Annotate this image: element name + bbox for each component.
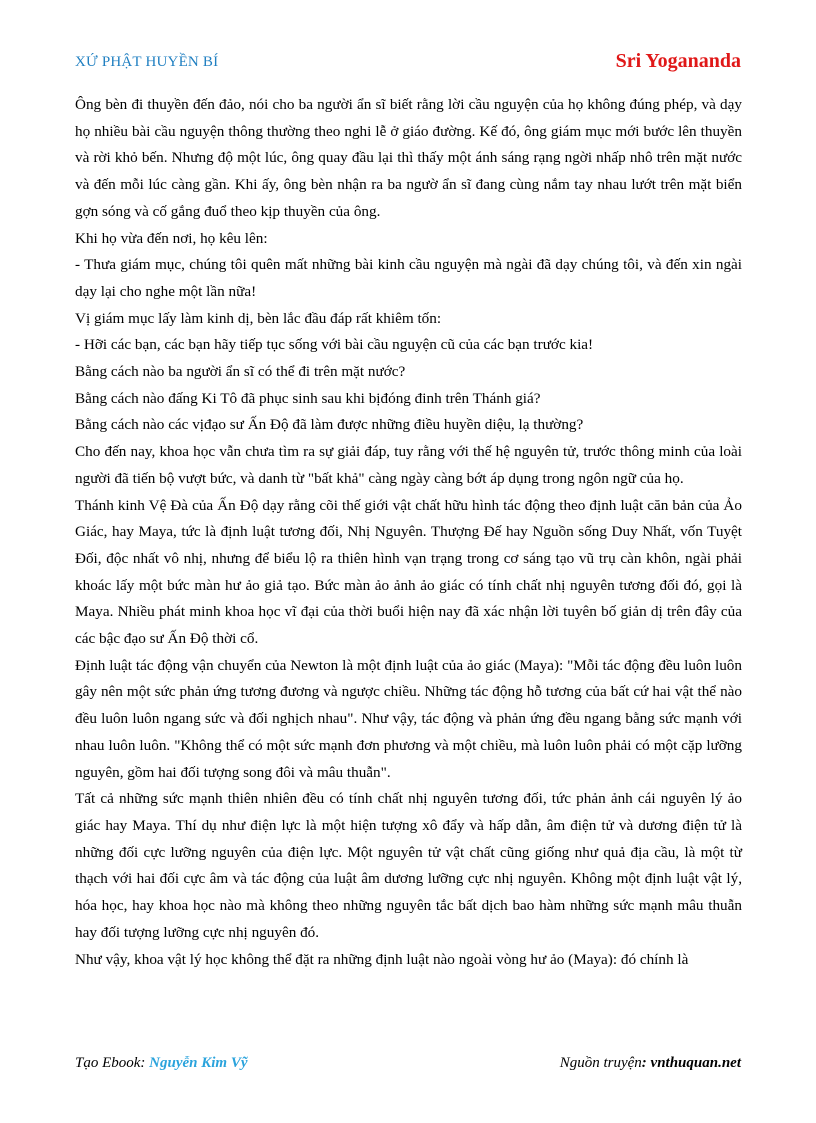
source-site: vnthuquan.net: [650, 1055, 741, 1071]
ebook-label: Tạo Ebook: [75, 1055, 141, 1071]
paragraph: - Thưa giám mục, chúng tôi quên mất những bài kinh cầu nguyện mà ngài đã dạy chúng tôi, và đến xin ngài dạy lại cho nghe một lần nữa!: [75, 256, 742, 300]
ebook-credit: [75, 1055, 248, 1072]
paragraph: Ông bèn đi thuyền đến đảo, nói cho ba người ẩn sĩ biết rằng lời cầu nguyện của họ không đúng phép, và dạy họ nhiều bài cầu nguyện thông thường theo nghi lễ ở giáo đường. Kế đó, ông giám mục mới bước lên thuyền và rời khỏ bến. Nhưng độ một lúc, ông quay đầu lại thì thấy một ánh sáng rạng ngời nhấp nhô trên mặt nước và đến mỗi lúc càng gần. Khi ấy, ông bèn nhận ra ba ngườ ẩn sĩ đang cùng nắm tay nhau lướt trên mặt biển gợn sóng và cố gắng đuổ theo kịp thuyền của ông.: [75, 96, 742, 220]
paragraph: Bằng cách nào các vịđạo sư Ấn Độ đã làm được những điều huyền diệu, lạ thường?: [75, 416, 584, 434]
paragraph: Vị giám mục lấy làm kinh dị, bèn lắc đầu đáp rất khiêm tốn:: [75, 309, 442, 327]
source-label: Nguồn truyện: [559, 1055, 642, 1071]
page-content: [75, 92, 742, 973]
page-header: [75, 50, 741, 78]
paragraph: - Hỡi các bạn, các bạn hãy tiếp tục sống với bài cầu nguyện cũ của các bạn trước kia!: [75, 336, 594, 354]
author-name: Sri Yogananda: [615, 50, 741, 72]
paragraph: Thánh kinh Vệ Đà của Ấn Độ dạy rằng cõi thế giới vật chất hữu hình tác động theo định luật căn bản của Ảo Giác, hay Maya, tức là định luật tương đối, Nhị Nguyên. Thượng Đế hay Nguồn sống Duy Nhất, vốn Tuyệt Đối, độc nhất vô nhị, nhưng để biểu lộ ra thiên hình vạn trạng trong cơ sáng tạo vũ trụ càn khôn, ngài phải khoác lấy một bức màn hư ảo giả tạo. Bức màn ảo ảnh ảo giác có tính chất nhị nguyên tương đối đó, gọi là Maya. Nhiều phát minh khoa học vĩ đại của thời buổi hiện nay đã xác nhận lời tuyên bố giản dị trên đây của các bậc đạo sư Ấn Độ thời cổ.: [75, 496, 742, 648]
source-separator: :: [641, 1055, 651, 1071]
paragraph: Như vậy, khoa vật lý học không thể đặt ra những định luật nào ngoài vòng hư ảo (Maya): đó chính là: [75, 950, 689, 968]
paragraph: Tất cả những sức mạnh thiên nhiên đều có tính chất nhị nguyên tương đối, tức phản ảnh cái nguyên lý ảo giác hay Maya. Thí dụ như điện lực là một hiện tượng xô đẩy và hấp dẫn, âm điện tử và dương điện tử là những đối cực lưỡng nguyên của điện lực. Một nguyên tử vật chất cũng giống như quả địa cầu, là một từ thạch với hai đối cực âm và tác động của luật âm dương lưỡng cực nhị nguyên. Không một định luật vật lý, hóa học, hay khoa học nào mà không theo những nguyên tắc bất dịch bao hàm những sức mạnh mâu thuẫn hay đối tượng lưỡng cực nhị nguyên đó.: [75, 790, 742, 941]
book-title: XỨ PHẬT HUYỀN BÍ: [75, 54, 219, 70]
paragraph: Cho đến nay, khoa học vẫn chưa tìm ra sự giải đáp, tuy rằng với thế hệ nguyên tử, trước thông minh của loài người đã tiến bộ vượt bức, và danh từ "bất khả" càng ngày càng bớt áp dụng trong ngôn ngữ của họ.: [75, 443, 742, 487]
ebook-separator: :: [140, 1055, 150, 1071]
source-credit: [560, 1055, 741, 1072]
ebook-author: Nguyễn Kim Vỹ: [149, 1055, 248, 1071]
paragraph: Bằng cách nào ba người ẩn sĩ có thể đi trên mặt nước?: [75, 363, 406, 381]
paragraph: Định luật tác động vận chuyển của Newton là một định luật của ảo giác (Maya): "Mỗi tác động đều luôn luôn gây nên một sức phản ứng tương đương và ngược chiều. Những tác động hỗ tương của bất cứ hai vật thể nào đều luôn luôn ngang sức và đối nghịch nhau". Như vậy, tác động và phản ứng đều ngang bằng sức mạnh với nhau luôn luôn. "Không thể có một sức mạnh đơn phương và một chiều, mà luôn luôn phải có một cặp lưỡng nguyên, gồm hai đối tượng song đôi và mâu thuẫn".: [75, 656, 742, 781]
paragraph: Khi họ vừa đến nơi, họ kêu lên:: [75, 229, 268, 247]
paragraph: Bằng cách nào đấng Ki Tô đã phục sinh sau khi bịđóng đinh trên Thánh giá?: [75, 389, 541, 407]
